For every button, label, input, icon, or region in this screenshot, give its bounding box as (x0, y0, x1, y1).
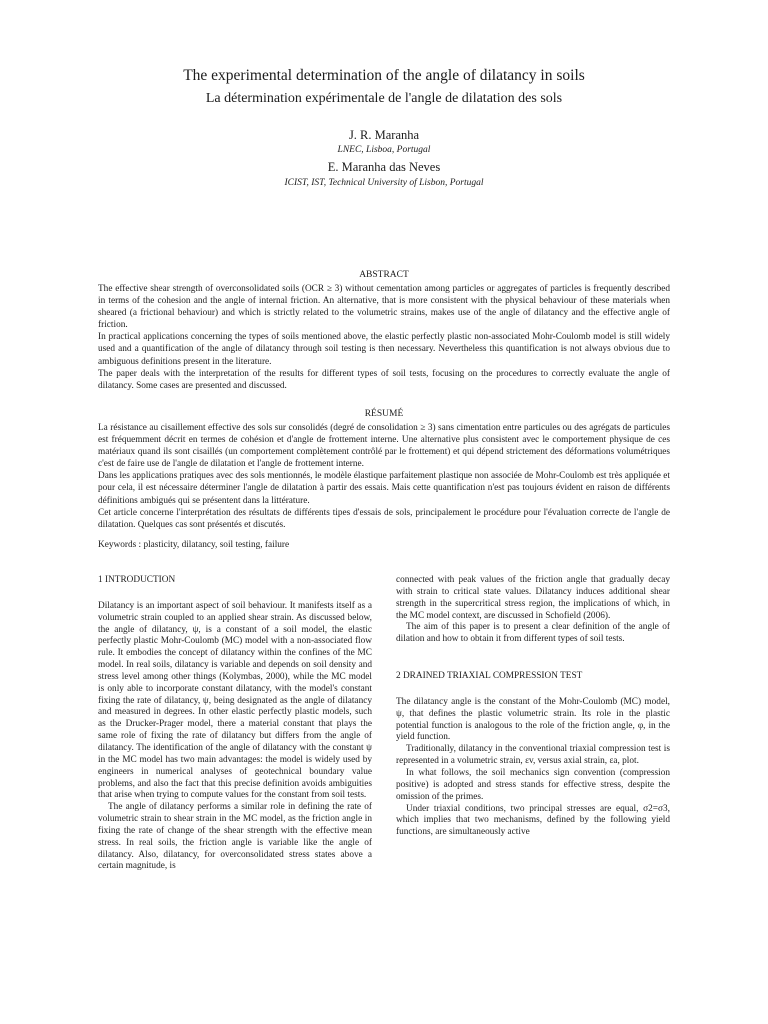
body-paragraph: Dilatancy is an important aspect of soil behaviour. It manifests itself as a volumetric strain coupled to an applied shear strain. As discussed below, the angle of dilatancy, ψ, is a constant of a soil model, the elastic perfectly plastic Mohr-Coulomb (MC) model with a non-associated flow rule. It embodies the concept of dilatancy within the confines of the MC model. In real soils, dilatancy is variable and depends on soil density and stress level among other things (Kolymbas, 2000), while the MC model is only able to incorporate constant dilatancy, with the model's constant fixing the rate of dilatancy, ψ, being designated as the angle of dilatancy and measured in degrees. In other elastic perfectly plastic models, such as the Drucker-Prager model, there a material constant that plays the same role of fixing the rate of dilatancy but differs from the angle of dilatancy. The identification of the angle of dilatancy with the constant ψ in the MC model has two main advantages: the model is widely used by engineers in numerical analyses of geotechnical boundary value problems, and also the fact that this precise definition avoids ambiguities that arise when trying to compute values for the constant from soil tests. (98, 600, 372, 801)
abstract-paragraph: The effective shear strength of overconsolidated soils (OCR ≥ 3) without cementation among particles or aggregates of particles is frequently described in terms of the cohesion and the angle of internal friction. An alternative, that is more consistent with the physical behaviour of these materials when sheared (a frictional behaviour) and which is strictly related to the volumetric strains, makes use of the angle of dilatancy and the effective angle of friction. (98, 284, 670, 331)
abstract-paragraph: The paper deals with the interpretation of the results for different types of soil tests, focusing on the procedures to correctly evaluate the angle of dilatancy. Some cases are presented and discussed. (98, 368, 670, 391)
section-2-heading: 2 DRAINED TRIAXIAL COMPRESSION TEST (396, 671, 583, 682)
resume-paragraph: Dans les applications pratiques avec des sols mentionnés, le modèle élastique parfaitement plastique non associée de Mohr-Coulomb est très appliquée et pour cela, il est nécessaire déterminer l'angle de dilatation à partir des essais. Mais cette quantification n'est pas toujours évident en raison de différents définitions ambigués qui se présentent dans la littérature. (98, 471, 670, 506)
body-paragraph: In what follows, the soil mechanics sign convention (compression positive) is adopted and stress stands for effective stress, despite the omission of the primes. (396, 767, 670, 802)
paper-subtitle: La détermination expérimentale de l'angle de dilatation des sols (205, 91, 563, 106)
paper-title: The experimental determination of the angle of dilatancy in soils (183, 67, 585, 84)
author-name-2: E. Maranha das Neves (327, 160, 441, 174)
author-name-1: J. R. Maranha (348, 128, 420, 142)
abstract-heading: ABSTRACT (359, 270, 409, 280)
resume-paragraph: Cet article concerne l'interprétation des résultats de différents tipes d'essais de sols, principalement le procédure pour l'évaluation correcte de l'angle de dilatation. Quelques cas sont présentés et discutés. (98, 507, 670, 530)
body-paragraph: Under triaxial conditions, two principal stresses are equal, σ2=σ3, which implies that two mechanisms, defined by the following yield functions, are simultaneously active (396, 803, 670, 838)
author-affiliation-1: LNEC, Lisboa, Portugal (337, 145, 431, 155)
resume-paragraph: La résistance au cisaillement effective des sols sur consolidés (degré de consolidation ≥ 3) sans cimentation entre particules ou des agrégats de particules est fréquemment décrit en termes de cohésion et d'angle de frottement interne. Une alternative plus consistent avec le comportement physique de ces matériaux quand ils sont cisaillés (un comportement complètement contrôlé par le frottement) et qui dépend strictement des déformations volumétriques c'est de faire use de l'angle de dilatation et l'angle de frottement interne. (98, 423, 670, 470)
right-column (396, 575, 670, 839)
abstract-paragraph: In practical applications concerning the types of soils mentioned above, the elastic perfectly plastic non-associated Mohr-Coulomb model is still widely used and a quantification of the angle of dilatancy through soil testing is then necessary. Nevertheless this quantification is not always obvious due to ambiguous definitions present in the literature. (98, 332, 670, 367)
body-paragraph: Traditionally, dilatancy in the conventional triaxial compression test is represented in a volumetric strain, εv, versus axial strain, εa, plot. (396, 744, 670, 767)
abstract-body (98, 283, 670, 392)
resume-heading: RÉSUMÉ (364, 409, 404, 419)
resume-body (98, 422, 670, 531)
body-paragraph: The aim of this paper is to present a clear definition of the angle of dilation and how to obtain it from different types of soil tests. (396, 622, 670, 645)
body-paragraph: The dilatancy angle is the constant of the Mohr-Coulomb (MC) model, ψ, that defines the plastic volumetric strain. Its role in the plastic potential function is analogous to the role of the friction angle, φ, in the yield function. (396, 696, 670, 743)
body-paragraph: The angle of dilatancy performs a similar role in defining the rate of volumetric strain to shear strain in the MC model, as the friction angle in fixing the rate of change of the shear strength with the effective mean stress. In real soils, the friction angle is variable like the angle of dilatancy. Also, dilatancy, for overconsolidated stress states above a certain magnitude, is (98, 802, 372, 872)
section-1-heading: 1 INTRODUCTION (98, 575, 176, 585)
body-paragraph: connected with peak values of the friction angle that gradually decay with strain to critical state values. Dilatancy induces additional shear strength in the supercritical stress region, the implications of which, in the MC model context, are discussed in Schofield (2006). (396, 575, 670, 621)
author-affiliation-2: ICIST, IST, Technical University of Lisbon, Portugal (284, 178, 484, 188)
keywords: Keywords : plasticity, dilatancy, soil testing, failure (98, 540, 290, 550)
left-column (98, 575, 372, 873)
